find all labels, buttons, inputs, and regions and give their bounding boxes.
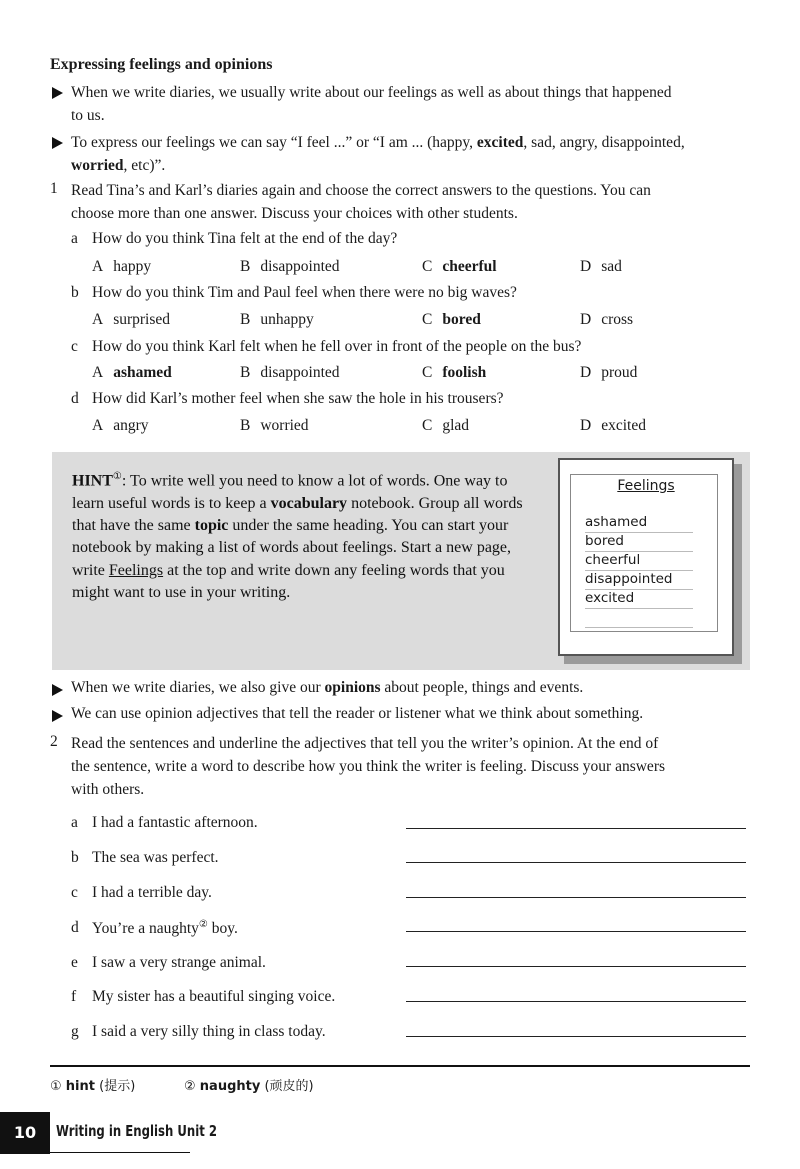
option-d[interactable]: D excited [580, 417, 646, 434]
option-d[interactable]: D proud [580, 364, 638, 381]
bullet-arrow-icon [52, 684, 63, 696]
hint-text: HINT①: To write well you need to know a lot of words. One way to learn useful words is to keep a vocabulary notebook. Group all words that have the same topic under the same heading. You can start your notebook by making a list of words about feelings. Start a new page, write Feelings at the top and write down any feeling words that you might want to use in your writing. [72, 471, 523, 601]
sentence-letter: b [71, 849, 79, 866]
sentence-letter: e [71, 954, 78, 971]
bullet-arrow-icon [52, 137, 63, 149]
sentence-text: The sea was perfect. [92, 849, 219, 866]
exercise-2-number: 2 [50, 733, 58, 750]
exercise-2-line-1: Read the sentences and underline the adjectives that tell you the writer’s opinion. At the end of [71, 735, 659, 752]
section-heading: Expressing feelings and opinions [50, 56, 273, 73]
exercise-2-instructions [71, 732, 761, 801]
notebook-title: Feelings [617, 478, 675, 494]
notebook-item: bored [585, 532, 693, 552]
question-letter: c [71, 338, 78, 355]
footer-rule [50, 1152, 190, 1153]
option-d[interactable]: D cross [580, 311, 634, 328]
bullet-3: When we write diaries, we also give our opinions about people, things and events. [71, 679, 584, 696]
notebook-item: disappointed [585, 570, 693, 590]
sentence-text: You’re a naughty② boy. [92, 919, 238, 938]
bullet-arrow-icon [52, 87, 63, 99]
bullet-4: We can use opinion adjectives that tell the reader or listener what we think about something. [71, 705, 644, 722]
notebook-item: excited [585, 589, 693, 609]
notebook-illustration [558, 458, 734, 656]
question-text: How do you think Karl felt when he fell over in front of the people on the bus? [92, 338, 582, 355]
bullet-1-line-1: When we write diaries, we usually write about our feelings as well as about things that happened [71, 84, 672, 101]
sentence-text: I had a fantastic afternoon. [92, 814, 258, 831]
bullet-2-line-1: To express our feelings we can say “I feel ...” or “I am ... (happy, excited, sad, angry, disappointed, [71, 134, 685, 151]
answer-line[interactable] [406, 828, 746, 829]
question-letter: a [71, 230, 78, 247]
option-b[interactable]: B worried [240, 417, 309, 434]
answer-line[interactable] [406, 897, 746, 898]
sentence-letter: d [71, 919, 79, 936]
bullet-2-line-2: worried, etc)”. [71, 157, 166, 174]
answer-line[interactable] [406, 966, 746, 967]
exercise-1-number: 1 [50, 180, 58, 197]
option-c[interactable]: C foolish [422, 364, 487, 381]
question-letter: b [71, 284, 79, 301]
option-a[interactable]: A surprised [92, 311, 171, 328]
option-c[interactable]: C cheerful [422, 258, 497, 275]
question-letter: d [71, 390, 79, 407]
option-b[interactable]: B disappointed [240, 364, 340, 381]
unit-label: Writing in English Unit 2 [56, 1122, 218, 1140]
bullet-arrow-icon [52, 710, 63, 722]
bullet-2 [71, 131, 761, 177]
option-c[interactable]: C glad [422, 417, 470, 434]
answer-line[interactable] [406, 931, 746, 932]
notebook-blank-line [585, 608, 693, 628]
footnote-2: ② naughty (顽皮的) [184, 1079, 314, 1094]
exercise-1-instructions [71, 179, 761, 225]
notebook-item: ashamed [585, 513, 693, 533]
option-a[interactable]: A ashamed [92, 364, 172, 381]
sentence-text: I said a very silly thing in class today. [92, 1023, 326, 1040]
bullet-1 [71, 81, 761, 127]
exercise-2-line-3: with others. [71, 781, 145, 798]
sentence-letter: a [71, 814, 78, 831]
sentence-letter: g [71, 1023, 79, 1040]
bullet-1-line-2: to us. [71, 107, 105, 124]
sentence-text: I had a terrible day. [92, 884, 212, 901]
option-a[interactable]: A happy [92, 258, 152, 275]
exercise-1-line-2: choose more than one answer. Discuss your choices with other students. [71, 205, 518, 222]
question-text: How did Karl’s mother feel when she saw the hole in his trousers? [92, 390, 504, 407]
option-c[interactable]: C bored [422, 311, 481, 328]
answer-line[interactable] [406, 1036, 746, 1037]
question-text: How do you think Tina felt at the end of the day? [92, 230, 398, 247]
sentence-text: My sister has a beautiful singing voice. [92, 988, 336, 1005]
exercise-1-line-1: Read Tina’s and Karl’s diaries again and choose the correct answers to the questions. You can [71, 182, 651, 199]
answer-line[interactable] [406, 1001, 746, 1002]
sentence-text: I saw a very strange animal. [92, 954, 266, 971]
option-b[interactable]: B disappointed [240, 258, 340, 275]
answer-line[interactable] [406, 862, 746, 863]
exercise-2-line-2: the sentence, write a word to describe how you think the writer is feeling. Discuss your answers [71, 758, 666, 775]
notebook-item: cheerful [585, 551, 693, 571]
option-b[interactable]: B unhappy [240, 311, 314, 328]
footnote-1: ① hint (提示) [50, 1079, 136, 1094]
option-d[interactable]: D sad [580, 258, 622, 275]
hint-box [52, 452, 750, 670]
sentence-letter: c [71, 884, 78, 901]
page-number: 10 [0, 1112, 50, 1154]
question-text: How do you think Tim and Paul feel when there were no big waves? [92, 284, 517, 301]
sentence-letter: f [71, 988, 77, 1005]
option-a[interactable]: A angry [92, 417, 149, 434]
footnote-divider [50, 1065, 750, 1067]
